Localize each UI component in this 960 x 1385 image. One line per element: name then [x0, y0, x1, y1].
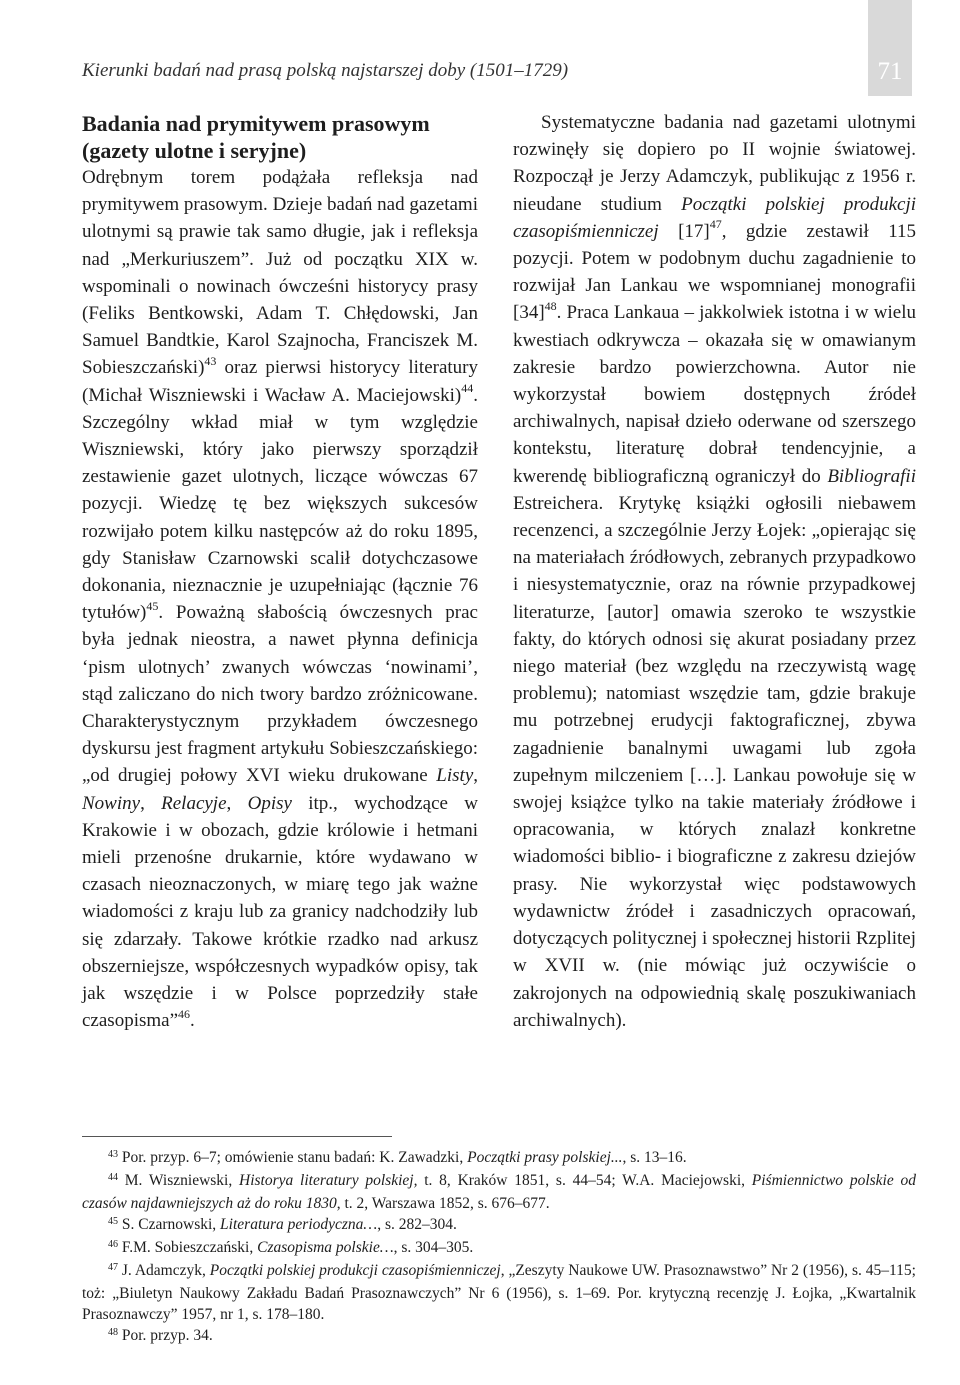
section-title-line-2: (gazety ulotne i seryjne) — [82, 138, 307, 163]
running-head: Kierunki badań nad prasą polską najstarszej doby (1501–1729) — [82, 60, 569, 81]
footnote-ref-44[interactable]: 44 — [461, 381, 474, 396]
section-title — [82, 110, 478, 164]
footnote-ref-47[interactable]: 47 — [709, 217, 722, 232]
footnotes — [82, 1147, 916, 1348]
footnote-divider — [82, 1136, 392, 1137]
left-column — [82, 110, 478, 1035]
footnote-ref-43[interactable]: 43 — [204, 354, 217, 369]
right-paragraph: Systematyczne badania nad gazetami ulotnymi rozwinęły się dopiero po II wojnie światowej. Rozpoczął je Jerzy Adamczyk, publikując z 1956 r. nieudane studium Początki polskiej produkcji czasopiśmienniczej $[17]^{47}$, gdzie zestawił 115 pozycji. Potem w podobnym duchu zagadnienie to rozwijał Jan Lankau we wspomnianej monografii $[34]^{48}$. Praca Lankaua – jakkolwiek istotna i w wielu kwestiach odkrywcza – okazała się w omawianym zakresie bardzo powierzchowna. Autor nie wykorzystał bowiem dostępnych źródeł archiwalnych, napisał dzieło oderwane od szerszego kontekstu, literaturę dobrał tendencyjnie, a kwerendę bibliograficzną ograniczył do Bibliografii Estreichera. Krytykę książki ogłosili niebawem recenzenci, a szczególnie Jerzy Łojek: „opierając się na materiałach źródłowych, zebranych przypadkowo i niesystematycznie, oraz na równie przypadkowej literaturze, [autor] omawia szeroko te wszystkie fakty, do których odnosi się akurat posiadany przez niego materiał (bez względu na rzeczywistą wagę problemu); natomiast wszędzie tam, gdzie brakuje mu potrzebnej erudycji faktograficznej, zbywa zagadnienie banalnymi uwagami lub zgoła zupełnym milczeniem […]. Lankau powołuje się w swojej książce tylko na takie materiały źródłowe i opracowania, w których znalazł konkretne wiadomości biblio- i biograficzne z zakresu dziejów prasy. Nie wykorzystał więc podstawowych wydawnictw źródeł i zasadniczych opracowań, dotyczących politycznej i społecznej historii Rzplitej w XVII w. (nie mówiąc już oczywiście o zakrojonych na odpowiednią skalę poszukiwaniach archiwalnych). — [513, 112, 917, 1031]
footnote-ref-46[interactable]: 46 — [178, 1006, 191, 1021]
footnote-43: $^{43}$ Por. przyp. 6–7; omówienie stanu badań: K. Zawadzki, Początki prasy polskiej..., s. 13–16. — [108, 1149, 687, 1166]
footnote-46: $^{46}$ F.M. Sobieszczański, Czasopisma polskie…, s. 304–305. — [108, 1239, 474, 1256]
section-title-line-1: Badania nad prymitywem prasowym — [82, 111, 430, 136]
footnote-48: $^{48}$ Por. przyp. 34. — [108, 1327, 213, 1344]
footnote-45: $^{45}$ S. Czarnowski, Literatura periodyczna…, s. 282–304. — [108, 1216, 457, 1233]
footnote-47: $^{47}$ J. Adamczyk, Początki polskiej produkcji czasopiśmienniczej, „Zeszyty Naukowe UW. Prasoznawstwo” Nr 2 (1956), s. 45–115; toż: „Biuletyn Naukowy Zakładu Badań Prasoznawczych” Nr 6 (1956), s. 1–69. Por. krytyczną recenzję J. Łojka, „Kwartalnik Prasoznawczy” 1957, nr 1, s. 178–180. — [82, 1262, 916, 1323]
left-paragraph: Odrębnym torem podążała refleksja nad prymitywem prasowym. Dzieje badań nad gazetami ulotnymi są prawie tak samo długie, jak i refleksja nad „Merkuriuszem”. Już od początku XIX w. wspominali o nowinach ówcześni historycy prasy (Feliks Bentkowski, Adam T. Chłędowski, Jan Samuel Bandtkie, Karol Szajnocha, Franciszek M. Sobieszczański)$^{43}$ oraz pierwsi historycy literatury (Michał Wiszniewski i Wacław A. Maciejowski)$^{44}$. Szczególny wkład miał w tym względzie Wiszniewski, który jako pierwszy sporządził zestawienie gazet ulotnych, liczące wówczas 67 pozycji. Wiedzę tę bez większych sukcesów rozwijało potem kilku następców aż do roku 1895, gdy Stanisław Czarnowski scalił dotychczasowe dokonania, nieznacznie je uzupełniając (łącznie 76 tytułów)$^{45}$. Poważną słabością ówczesnych prac była jednak nieostra, a nawet płynna definicja ‘pism ulotnych’ zwanych wówczas ‘nowinami’, stąd zaliczano do nich twory bardzo zróżnicowane. Charakterystycznym przykładem ówczesnego dyskursu jest fragment artykułu Sobieszczańskiego: „od drugiej połowy XVI wieku drukowane Listy, Nowiny, Relacyje, Opisy itp., wychodzące w Krakowie i w obozach, gdzie królowie i hetmani mieli przenośne drukarnie, które wydawano w czasach nieoznaczonych, w miarę tego jak ważne wiadomości z kraju lub za granicy nadchodziły lub się zdarzały. Takowe krótkie rzadko nad arkusz obszerniejsze, współczesnych wypadków opisy, tak jak wszędzie i w Polsce poprzedziły stałe czasopisma”$^{46}$. — [82, 167, 479, 1032]
footnote-ref-48[interactable]: 48 — [544, 299, 557, 314]
page-number: 71 — [877, 58, 903, 85]
footnote-ref-45[interactable]: 45 — [146, 598, 159, 613]
right-column — [513, 109, 916, 1034]
footnote-44: $^{44}$ M. Wiszniewski, Historya literatury polskiej, t. 8, Kraków 1851, s. 44–54; W.A. Maciejowski, Piśmiennictwo polskie od czasów najdawniejszych aż do roku 1830, t. 2, Warszawa 1852, s. 676–677. — [82, 1172, 916, 1212]
